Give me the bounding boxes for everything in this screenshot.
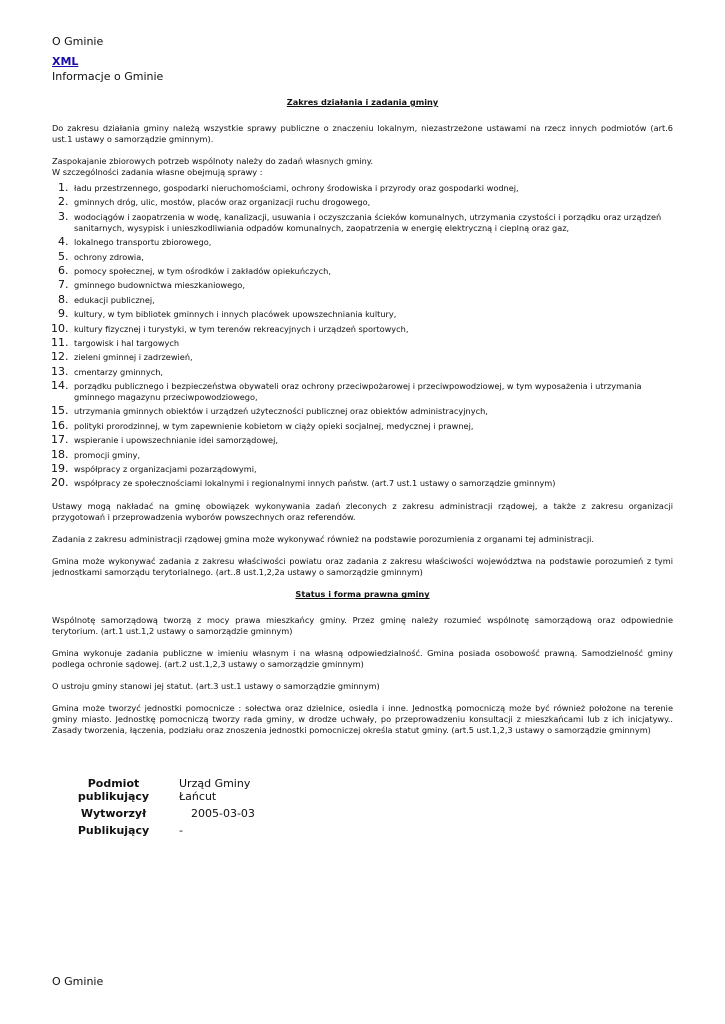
xml-link[interactable]: XML (52, 55, 79, 68)
tasks-intro-line1: Zaspokajanie zbiorowych potrzeb wspólnoty należy do zadań własnych gminy. (52, 156, 374, 166)
task-item: 13. cmentarzy gminnych, (72, 366, 673, 378)
task-item: 1. ładu przestrzennego, gospodarki nieruchomościami, ochrony środowiska i przyrody oraz gospodarki wodnej, (72, 182, 673, 194)
status-paragraph-2: Gmina wykonuje zadania publiczne w imieniu własnym i na własną odpowiedzialność. Gmina posiada osobowość prawną. Samodzielność gminy podlega ochronie sądowej. (art.2 ust.1,2,3 ustawy o samorządzie gminnym) (52, 648, 673, 670)
status-paragraph-1: Wspólnotę samorządową tworzą z mocy prawa mieszkańcy gminy. Przez gminę należy rozumieć wspólnotę samorządową oraz odpowiednie terytorium. (art.1 ust.1,2 ustawy o samorządzie gminnym) (52, 615, 673, 637)
page-subtitle: Informacje o Gminie (52, 70, 164, 83)
publisher-label: Podmiot publikujący (77, 777, 150, 803)
task-item: 19. współpracy z organizacjami pozarządowymi, (72, 463, 673, 475)
page-header: O Gminie (52, 35, 104, 48)
tasks-intro-line2: W szczególności zadania własne obejmują sprawy : (52, 167, 263, 177)
task-item: 15. utrzymania gminnych obiektów i urządzeń użyteczności publicznej oraz obiektów administracyjnych, (72, 405, 673, 417)
content (52, 97, 673, 747)
task-item: 12. zieleni gminnej i zadrzewień, (72, 351, 673, 363)
task-item: 5. ochrony zdrowia, (72, 251, 673, 263)
created-label: Wytworzył (80, 807, 147, 820)
intro-paragraph: Do zakresu działania gminy należą wszystkie sprawy publiczne o znaczeniu lokalnym, niezastrzeżone ustawami na rzecz innych podmiotów (art.6 ust.1 ustawy o samorządzie gminnym). (52, 123, 673, 144)
metadata-row-created (52, 805, 259, 822)
metadata-row-publisher (52, 775, 259, 805)
task-item: 20. współpracy ze społecznościami lokalnymi i regionalnymi innych państw. (art.7 ust.1 ustawy o samorządzie gminnym) (72, 477, 673, 489)
agreements-paragraph: Zadania z zakresu administracji rządowej gmina może wykonywać również na podstawie porozumienia z organami tej administracji. (52, 534, 594, 545)
task-item: 9. kultury, w tym bibliotek gminnych i innych placówek upowszechniania kultury, (72, 308, 673, 320)
task-item: 7. gminnego budownictwa mieszkaniowego, (72, 279, 673, 291)
task-item: 11. targowisk i hal targowych (72, 337, 673, 349)
publisher-value (175, 775, 259, 805)
task-item: 4. lokalnego transportu zbiorowego, (72, 236, 673, 248)
publisher-line1: Urząd Gminy (179, 777, 251, 790)
published-value: - (179, 824, 183, 837)
task-item: 8. edukacji publicznej, (72, 294, 673, 306)
task-item: 6. pomocy społecznej, w tym ośrodków i zakładów opiekuńczych, (72, 265, 673, 277)
task-item: 14. porządku publicznego i bezpieczeństwa obywateli oraz ochrony przeciwpożarowej i przeciwpowodziowej, w tym wyposażenia i utrzymania gminnego magazynu przeciwpowodziowego, (72, 380, 673, 403)
page-footer: O Gminie (52, 975, 104, 988)
task-item: 3. wodociągów i zaopatrzenia w wodę, kanalizacji, usuwania i oczyszczania ścieków komunalnych, utrzymania czystości i porządku oraz urządzeń sanitarnych, wysypisk i unieszkodliwiania odpadów komunalnych, zaopatrzenia w energię elektryczną i cieplną oraz gaz, (72, 211, 673, 234)
created-value: 2005-03-03 (191, 807, 255, 820)
metadata-row-published (52, 822, 259, 839)
published-label: Publikujący (77, 824, 150, 837)
task-item: 2. gminnych dróg, ulic, mostów, placów oraz organizacji ruchu drogowego, (72, 196, 673, 208)
tasks-intro-paragraph (52, 156, 673, 178)
status-paragraph-3: O ustroju gminy stanowi jej statut. (art.3 ust.1 ustawy o samorządzie gminnym) (52, 681, 380, 692)
task-item: 16. polityki prorodzinnej, w tym zapewnienie kobietom w ciąży opieki socjalnej, medycznej i prawnej, (72, 420, 673, 432)
status-paragraph-4: Gmina może tworzyć jednostki pomocnicze : sołectwa oraz dzielnice, osiedla i inne. Jednostką pomocniczą może być również położone na terenie gminy miasto. Jednostkę pomocniczą tworzy rada gminy, w drodze uchwały, po przeprowadzeniu konsultacji z mieszkańcami lub z ich inicjatywy.. Zasady tworzenia, łączenia, podziału oraz znoszenia jednostki pomocniczej określa statut gminy. (art.5 ust.1,2,3 ustawy o samorządzie gminnym) (52, 703, 673, 736)
metadata-table (52, 775, 259, 839)
tasks-list (52, 182, 673, 489)
task-item: 10. kultury fizycznej i turystyki, w tym terenów rekreacyjnych i urządzeń sportowych, (72, 323, 673, 335)
section-heading-scope: Zakres działania i zadania gminy (286, 97, 439, 107)
statutes-paragraph: Ustawy mogą nakładać na gminę obowiązek wykonywania zadań zleconych z zakresu administracji rządowej, a także z zakresu organizacji przygotowań i przeprowadzenia wyborów powszechnych oraz referendów. (52, 501, 673, 523)
task-item: 18. promocji gminy, (72, 449, 673, 461)
publisher-line2: Łańcut (179, 790, 217, 803)
county-paragraph: Gmina może wykonywać zadania z zakresu właściwości powiatu oraz zadania z zakresu właściwości województwa na podstawie porozumień z tymi jednostkami samorządu terytorialnego. (art..8 ust.1,2,2a ustawy o samorządzie gminnym) (52, 556, 673, 578)
section-heading-status: Status i forma prawna gminy (295, 589, 430, 600)
task-item: 17. wspieranie i upowszechnianie idei samorządowej, (72, 434, 673, 446)
